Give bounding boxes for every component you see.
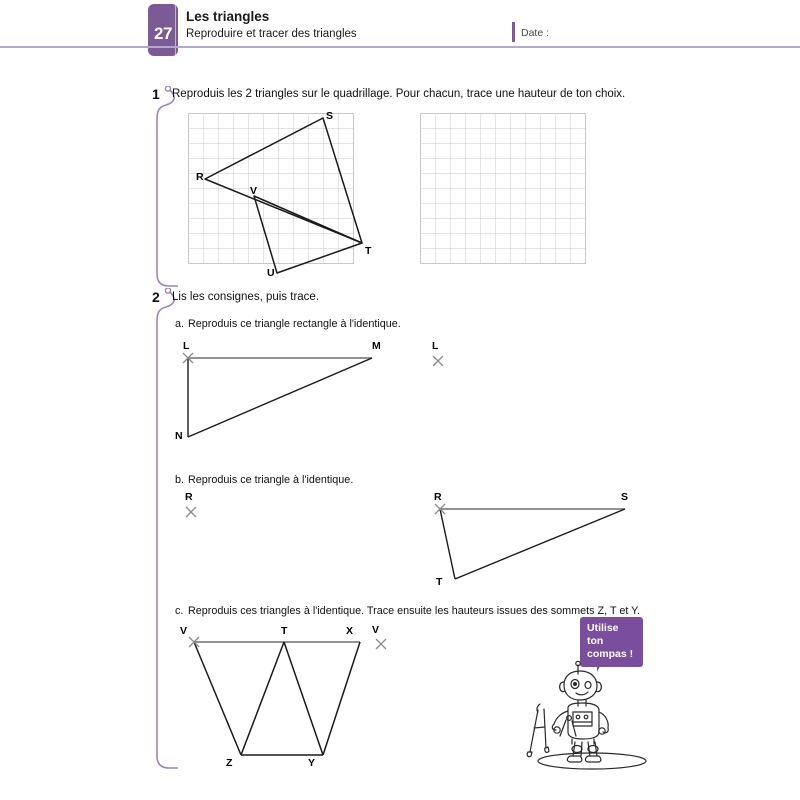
vertex-label-U: U <box>267 267 275 279</box>
vertex-label-V: V <box>180 625 188 637</box>
vertex-label-R2: R <box>434 491 442 503</box>
exercise-1-answer-grid[interactable] <box>420 113 586 264</box>
vertex-label-T2: T <box>436 576 443 588</box>
vertex-label-N: N <box>175 430 183 442</box>
page-title: Les triangles <box>186 9 270 24</box>
vertex-label-S: S <box>326 110 334 122</box>
header-divider <box>0 46 800 48</box>
exercise-2b-key: b. <box>175 474 185 486</box>
exercise-2a-model-figure <box>185 355 415 450</box>
exercise-2-bracket <box>148 288 178 774</box>
date-marker <box>512 22 515 42</box>
exercise-1-number: 1 <box>152 86 160 102</box>
exercise-2c-key: c. <box>175 605 184 617</box>
exercise-2b-instruction: Reproduis ce triangle à l'identique. <box>188 474 354 486</box>
exercise-2b-answer-anchor[interactable] <box>185 506 205 526</box>
exercise-1-instruction: Reproduis les 2 triangles sur le quadrillage. Pour chacun, trace une hauteur de ton choix. <box>172 88 626 100</box>
page-subtitle: Reproduire et tracer des triangles <box>186 28 357 40</box>
vertex-label-X: X <box>346 625 354 637</box>
bubble-line-2: compas ! <box>587 648 634 661</box>
exercise-2a-instruction: Reproduis ce triangle rectangle à l'identique. <box>188 318 401 330</box>
vertex-label-T3: T <box>281 625 288 637</box>
exercise-2b-model-figure <box>437 506 637 596</box>
vertex-label-T: T <box>365 245 372 257</box>
exercise-2c-answer-anchor[interactable] <box>375 638 395 658</box>
vertex-label-S2: S <box>621 491 629 503</box>
robot-with-compass-icon <box>520 660 670 780</box>
vertex-label-Z: Z <box>226 757 233 769</box>
vertex-label-V: V <box>250 185 258 197</box>
copy-vertex-label-L: L <box>432 340 439 352</box>
copy-vertex-label-R: R <box>185 491 193 503</box>
vertex-label-Y: Y <box>308 757 316 769</box>
copy-vertex-label-V: V <box>372 624 380 636</box>
exercise-2c-instruction: Reproduis ces triangles à l'identique. Trace ensuite les hauteurs issues des sommets Z, T et Y. <box>188 605 640 617</box>
vertex-label-L: L <box>183 340 190 352</box>
vertex-label-R: R <box>196 171 204 183</box>
exercise-2-instruction: Lis les consignes, puis trace. <box>172 291 320 303</box>
vertex-label-M: M <box>372 340 381 352</box>
bubble-line-1: Utilise ton <box>587 622 619 648</box>
lesson-number: 27 <box>154 24 172 43</box>
exercise-2c-model-figure <box>192 640 382 765</box>
page-header <box>0 0 800 58</box>
exercise-1-bracket <box>148 86 178 292</box>
exercise-2a-answer-anchor[interactable] <box>432 355 452 375</box>
exercise-2-number: 2 <box>152 289 160 305</box>
date-label: Date : <box>521 27 550 39</box>
exercise-2a-key: a. <box>175 318 185 330</box>
exercise-1-model-grid <box>188 113 354 264</box>
